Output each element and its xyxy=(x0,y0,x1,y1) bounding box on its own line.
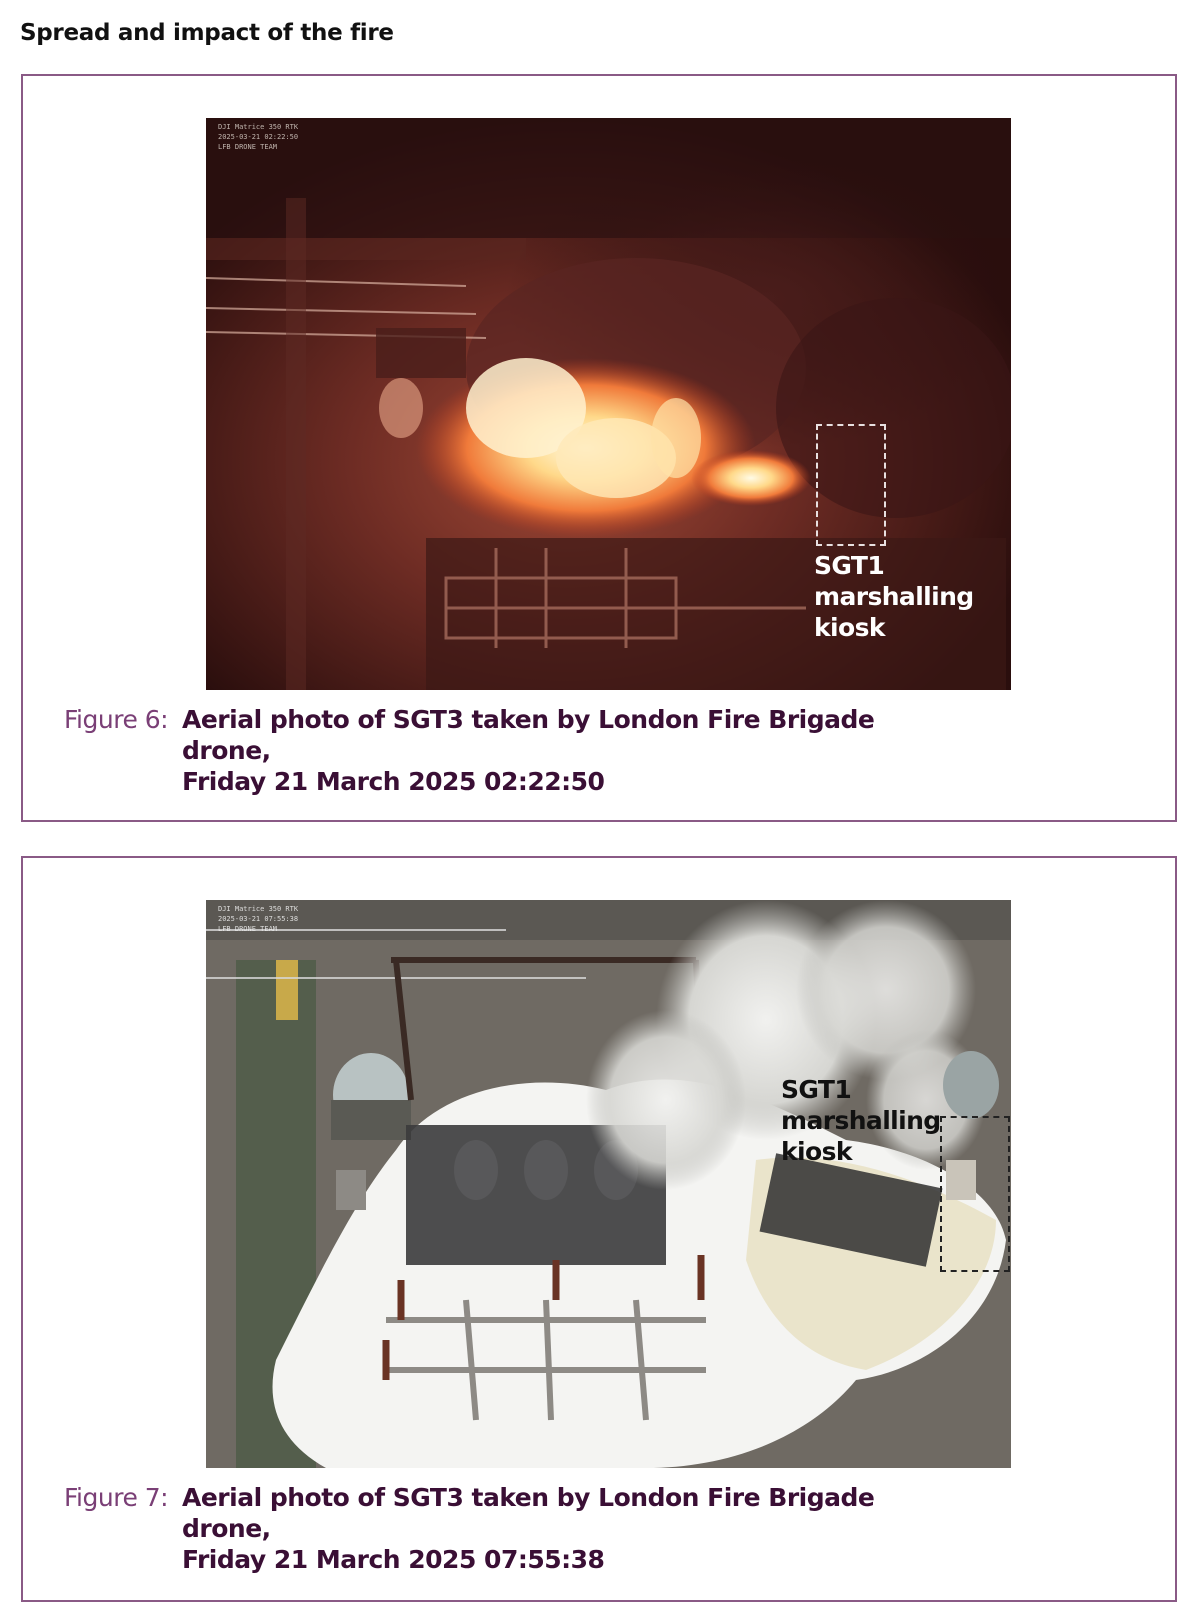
caption-text: Aerial photo of SGT3 taken by London Fire Brigade drone, Friday 21 March 2025 07:55:38 xyxy=(182,1483,875,1574)
figure-7-box xyxy=(21,856,1177,1602)
kiosk-annotation: SGT1 marshalling kiosk xyxy=(814,551,974,642)
section-title: Spread and impact of the fire xyxy=(20,20,394,46)
figure-number: Figure 7: xyxy=(64,1483,169,1512)
drone-timestamp-overlay: DJI Matrice 350 RTK 2025-03-21 07:55:38 LFB DRONE TEAM xyxy=(218,905,299,933)
aftermath-photo-image xyxy=(206,900,1011,1468)
figure-6-caption xyxy=(64,704,942,797)
kiosk-highlight-box xyxy=(940,1116,1010,1272)
figure-number: Figure 6: xyxy=(64,705,169,734)
drone-timestamp-overlay: DJI Matrice 350 RTK 2025-03-21 02:22:50 LFB DRONE TEAM xyxy=(218,123,299,151)
figure-6-photo xyxy=(206,118,1011,690)
caption-text: Aerial photo of SGT3 taken by London Fire Brigade drone, Friday 21 March 2025 02:22:50 xyxy=(182,705,875,796)
figure-6-box xyxy=(21,74,1177,822)
kiosk-highlight-box xyxy=(816,424,886,546)
figure-7-photo xyxy=(206,900,1011,1468)
kiosk-annotation: SGT1 marshalling kiosk xyxy=(781,1075,941,1166)
figure-7-caption xyxy=(64,1482,942,1575)
